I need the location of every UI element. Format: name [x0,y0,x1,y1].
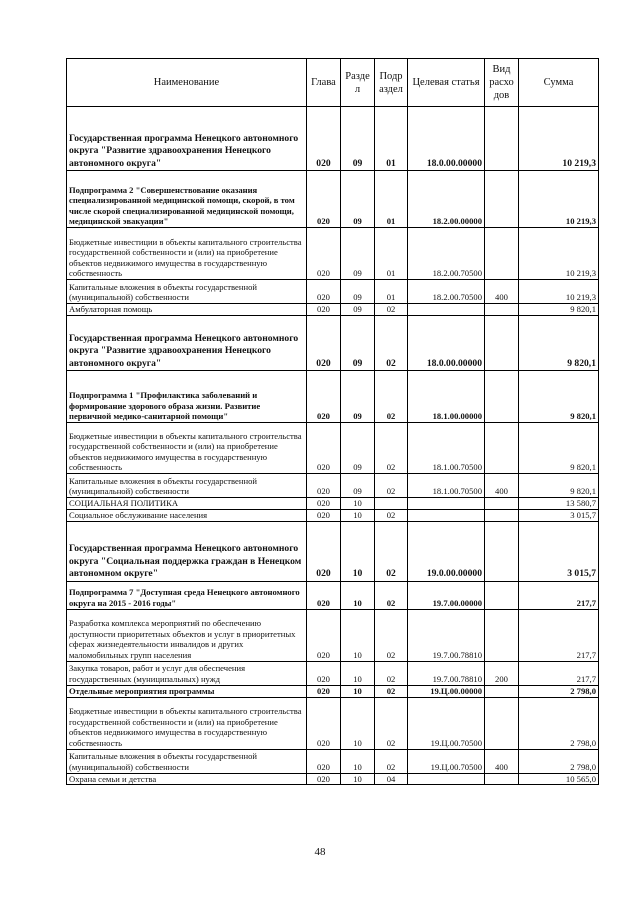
row-sum: 2 798,0 [519,749,599,773]
row-chapter: 020 [307,474,341,498]
row-name: Государственная программа Ненецкого автономного округа "Развитие здравоохранения Ненецкого автономного округа" [67,316,307,371]
row-kind [485,304,519,316]
table-row [67,107,599,171]
row-kind [485,773,519,785]
row-target-code: 19.Ц.00.70500 [408,749,485,773]
row-name: Капитальные вложения в объекты государственной (муниципальной) собственности [67,280,307,304]
row-section: 09 [341,474,375,498]
table-row [67,371,599,423]
row-chapter: 020 [307,521,341,581]
row-kind [485,685,519,697]
row-subsection: 02 [375,749,408,773]
row-section: 10 [341,697,375,749]
row-kind [485,509,519,521]
row-chapter: 020 [307,107,341,171]
table-row [67,228,599,280]
row-name: Бюджетные инвестиции в объекты капитального строительства государственной собственности и (или) на приобретение объектов недвижимого имущества в государственную собственность [67,228,307,280]
row-target-code: 18.2.00.70500 [408,228,485,280]
row-chapter: 020 [307,609,341,661]
row-chapter: 020 [307,371,341,423]
row-chapter: 020 [307,280,341,304]
row-sum: 13 580,7 [519,498,599,510]
row-sum: 10 219,3 [519,171,599,228]
row-subsection: 02 [375,581,408,609]
row-target-code: 18.1.00.70500 [408,474,485,498]
row-subsection: 01 [375,228,408,280]
row-subsection: 01 [375,171,408,228]
row-section: 09 [341,304,375,316]
table-row [67,521,599,581]
row-kind [485,498,519,510]
row-target-code: 18.0.00.00000 [408,107,485,171]
row-name: Подпрограмма 2 "Совершенствование оказания специализированной медицинской помощи, скорой, в том числе скорой специализированной медицинской помощи, медицинской эвакуации" [67,171,307,228]
row-name: Закупка товаров, работ и услуг для обеспечения государственных (муниципальных) нужд [67,661,307,685]
row-kind [485,371,519,423]
row-sum: 3 015,7 [519,509,599,521]
row-chapter: 020 [307,316,341,371]
row-sum: 217,7 [519,609,599,661]
row-name: Подпрограмма 7 "Доступная среда Ненецкого автономного округа на 2015 - 2016 годы" [67,581,307,609]
row-name: Разработка комплекса мероприятий по обеспечению доступности приоритетных объектов и услуг в приоритетных сферах жизнедеятельности инвалидов и других маломобильных групп населения [67,609,307,661]
table-row [67,697,599,749]
row-kind [485,423,519,474]
row-target-code: 18.2.00.70500 [408,280,485,304]
row-target-code: 19.0.00.00000 [408,521,485,581]
row-kind: 400 [485,474,519,498]
table-row [67,171,599,228]
row-chapter: 020 [307,661,341,685]
row-kind [485,228,519,280]
row-chapter: 020 [307,304,341,316]
table-row [67,474,599,498]
row-section: 09 [341,316,375,371]
row-name: Подпрограмма 1 "Профилактика заболеваний и формирование здорового образа жизни. Развитие первичной медико-санитарной помощи" [67,371,307,423]
row-target-code: 19.7.00.00000 [408,581,485,609]
row-sum: 3 015,7 [519,521,599,581]
row-subsection: 01 [375,280,408,304]
row-section: 10 [341,749,375,773]
row-target-code [408,509,485,521]
row-name: Государственная программа Ненецкого автономного округа "Социальная поддержка граждан в Ненецком автономном округе" [67,521,307,581]
row-kind [485,521,519,581]
row-chapter: 020 [307,749,341,773]
header-sum: Сумма [519,59,599,107]
row-sum: 9 820,1 [519,423,599,474]
row-sum: 10 565,0 [519,773,599,785]
row-kind [485,581,519,609]
row-subsection: 02 [375,661,408,685]
row-target-code [408,498,485,510]
row-sum: 9 820,1 [519,474,599,498]
row-chapter: 020 [307,581,341,609]
row-subsection [375,498,408,510]
table-row [67,773,599,785]
table-row [67,498,599,510]
header-chapter: Глава [307,59,341,107]
row-subsection: 01 [375,107,408,171]
row-name: Бюджетные инвестиции в объекты капитального строительства государственной собственности и (или) на приобретение объектов недвижимого имущества в государственную собственность [67,697,307,749]
row-name: Отдельные мероприятия программы [67,685,307,697]
row-section: 10 [341,498,375,510]
header-section: Разде л [341,59,375,107]
table-row [67,304,599,316]
row-section: 10 [341,609,375,661]
table-row [67,423,599,474]
row-chapter: 020 [307,685,341,697]
table-row [67,661,599,685]
row-kind [485,107,519,171]
row-target-code: 18.0.00.00000 [408,316,485,371]
row-target-code [408,773,485,785]
row-section: 09 [341,371,375,423]
row-sum: 10 219,3 [519,107,599,171]
row-subsection: 02 [375,316,408,371]
row-target-code [408,304,485,316]
row-name: Охрана семьи и детства [67,773,307,785]
row-target-code: 19.Ц.00.70500 [408,697,485,749]
row-kind: 400 [485,280,519,304]
row-subsection: 02 [375,609,408,661]
row-kind [485,609,519,661]
row-subsection: 02 [375,509,408,521]
table-row [67,749,599,773]
row-sum: 9 820,1 [519,316,599,371]
row-section: 09 [341,423,375,474]
row-sum: 2 798,0 [519,685,599,697]
row-target-code: 19.7.00.78810 [408,661,485,685]
header-name: Наименование [67,59,307,107]
budget-table [66,58,599,785]
row-chapter: 020 [307,423,341,474]
row-kind: 400 [485,749,519,773]
row-name: СОЦИАЛЬНАЯ ПОЛИТИКА [67,498,307,510]
row-subsection: 02 [375,521,408,581]
row-kind [485,171,519,228]
row-kind [485,697,519,749]
row-section: 10 [341,581,375,609]
row-sum: 217,7 [519,581,599,609]
table-row [67,581,599,609]
row-target-code: 19.Ц.00.00000 [408,685,485,697]
row-target-code: 19.7.00.78810 [408,609,485,661]
row-target-code: 18.1.00.70500 [408,423,485,474]
row-chapter: 020 [307,773,341,785]
table-body [67,107,599,785]
header-subsection: Подр аздел [375,59,408,107]
header-target: Целевая статья [408,59,485,107]
row-subsection: 02 [375,474,408,498]
row-name: Социальное обслуживание населения [67,509,307,521]
row-section: 10 [341,521,375,581]
row-subsection: 02 [375,304,408,316]
row-subsection: 02 [375,697,408,749]
row-section: 09 [341,228,375,280]
row-section: 10 [341,773,375,785]
table-row [67,685,599,697]
row-target-code: 18.1.00.00000 [408,371,485,423]
row-section: 09 [341,171,375,228]
row-kind [485,316,519,371]
row-subsection: 02 [375,685,408,697]
row-subsection: 04 [375,773,408,785]
row-name: Капитальные вложения в объекты государственной (муниципальной) собственности [67,474,307,498]
row-chapter: 020 [307,498,341,510]
table-row [67,509,599,521]
row-chapter: 020 [307,228,341,280]
table-row [67,609,599,661]
row-section: 10 [341,685,375,697]
row-sum: 10 219,3 [519,228,599,280]
row-chapter: 020 [307,171,341,228]
row-sum: 9 820,1 [519,371,599,423]
row-subsection: 02 [375,423,408,474]
row-name: Государственная программа Ненецкого автономного округа "Развитие здравоохранения Ненецкого автономного округа" [67,107,307,171]
row-kind: 200 [485,661,519,685]
row-chapter: 020 [307,697,341,749]
row-target-code: 18.2.00.00000 [408,171,485,228]
row-name: Амбулаторная помощь [67,304,307,316]
row-section: 09 [341,107,375,171]
row-name: Капитальные вложения в объекты государственной (муниципальной) собственности [67,749,307,773]
table-row [67,316,599,371]
page-number: 48 [314,846,326,858]
row-chapter: 020 [307,509,341,521]
row-section: 09 [341,280,375,304]
table-header-row [67,59,599,107]
row-name: Бюджетные инвестиции в объекты капитального строительства государственной собственности и (или) на приобретение объектов недвижимого имущества в государственную собственность [67,423,307,474]
header-kind: Вид расхо дов [485,59,519,107]
row-section: 10 [341,509,375,521]
row-subsection: 02 [375,371,408,423]
row-sum: 10 219,3 [519,280,599,304]
table-row [67,280,599,304]
row-sum: 217,7 [519,661,599,685]
row-sum: 2 798,0 [519,697,599,749]
row-sum: 9 820,1 [519,304,599,316]
row-section: 10 [341,661,375,685]
